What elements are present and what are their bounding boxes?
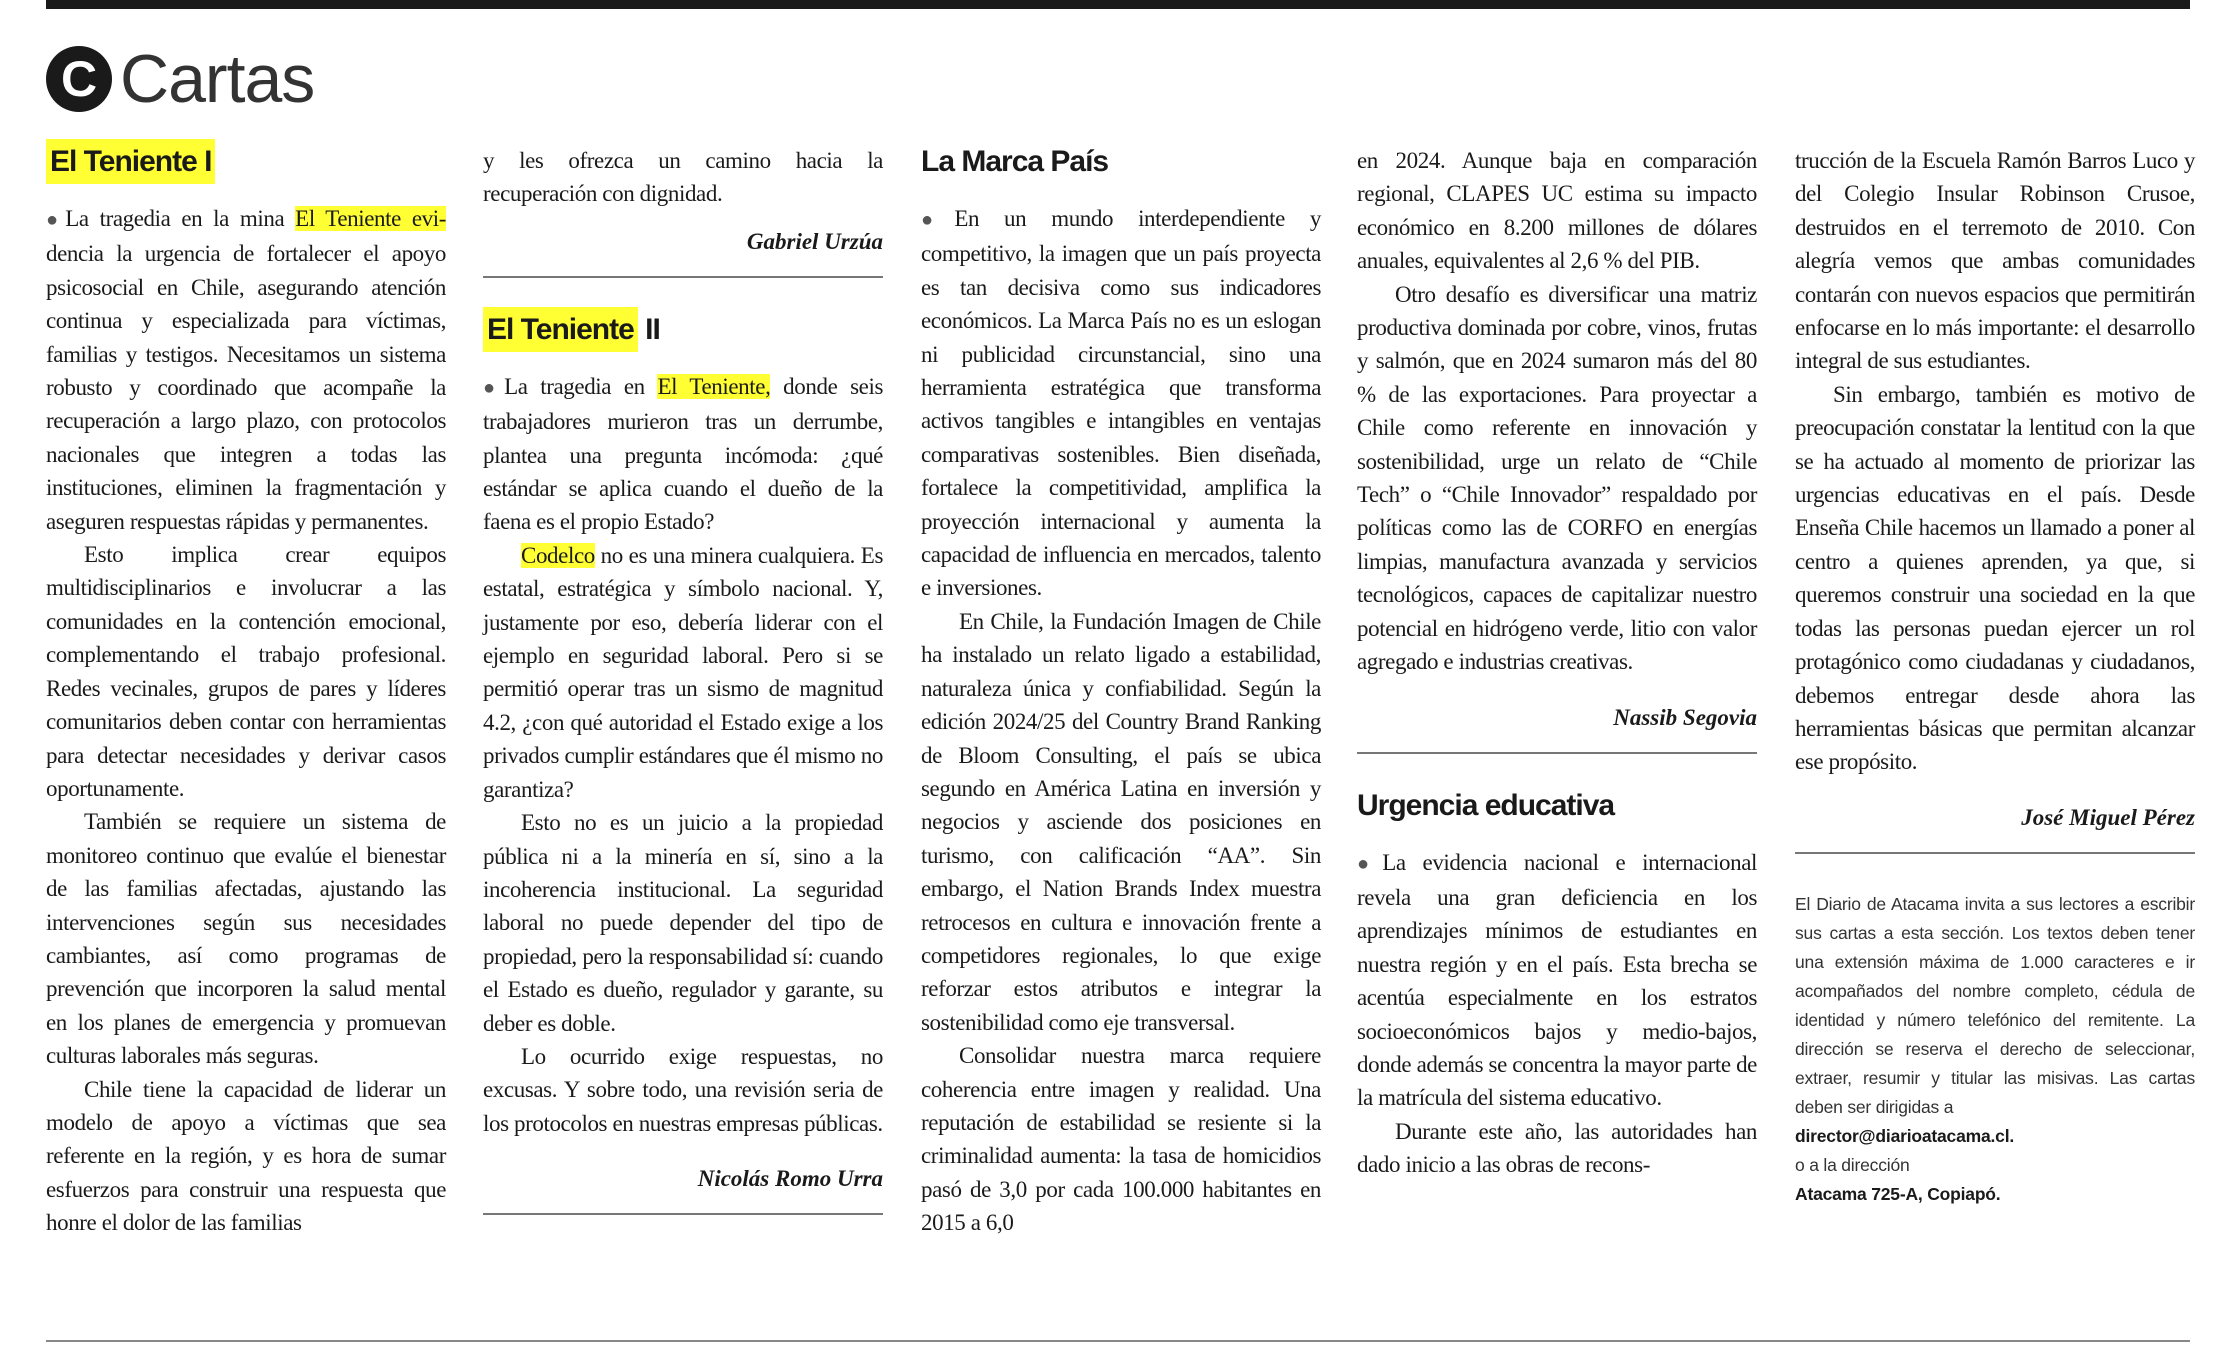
bullet-icon: ●	[921, 209, 953, 231]
notice-address: Atacama 725-A, Copiapó.	[1795, 1183, 2001, 1204]
headline-highlight: El Teniente	[483, 307, 638, 352]
section-masthead	[46, 41, 315, 117]
text-run: En un mundo interdependiente y competitivo, la imagen que un país proyecta es tan decisiva como sus indicadores económicos. La Marca País no es un eslogan ni publicidad circunstancial, sino una herramienta estratégica que transforma activos tangibles e intangibles en ventajas comparativas sostenibles. Bien diseñada, fortalece la competitividad, amplifica la proyección internacional y aumenta la capacidad de influencia en mercados, talento e inversiones.	[921, 206, 1322, 601]
paragraph: Esto no es un juicio a la propiedad pública ni a la minería en sí, sino a la incoherencia institucional. La seguridad laboral no puede depender del tipo de propiedad, pero la responsabilidad sí: cuando el Estado es dueño, regulador y garante, su deber es doble.	[483, 810, 883, 1036]
letter-body-urgencia	[1357, 846, 1757, 1182]
paragraph: en 2024. Aunque baja en comparación regional, CLAPES UC estima su impacto económico en 8.200 millones de dólares anuales, equivalentes al 2,6 % del PIB.	[1357, 148, 1757, 274]
letter-signature: Nicolás Romo Urra	[697, 1166, 883, 1192]
bullet-icon: ●	[483, 376, 503, 399]
highlighted-text: El Teniente,	[657, 373, 771, 399]
letter-continuation-urgencia	[1795, 144, 2195, 779]
highlighted-text: Codelco	[521, 542, 595, 568]
letter-signature: Nassib Segovia	[1613, 704, 1757, 730]
paragraph	[46, 202, 446, 538]
paragraph	[483, 539, 883, 806]
separator-rule	[1357, 752, 1757, 754]
paragraph: Consolidar nuestra marca requiere coherencia entre imagen y realidad. Una reputación de estabilidad se resiente si la criminalidad aumenta: la tasa de homicidios pasó de 3,0 por cada 100.000 habitantes en 2015 a 6,0	[921, 1043, 1321, 1236]
notice-text: El Diario de Atacama invita a sus lectores a escribir sus cartas a esta sección. Los textos deben tener una extensión máxima de 1.000 caracteres e ir acompañados del nombre completo, cédula de identidad y número telefónico del remitente. La dirección se reserva el derecho de seleccionar, extraer, resumir y titular las misivas. Las cartas deben ser dirigidas a	[1795, 893, 2195, 1117]
notice-email: director@diarioatacama.cl.	[1795, 1125, 2015, 1146]
column-2	[483, 144, 883, 1215]
text-run: dencia la urgencia de fortalecer el apoyo psicosocial en Chile, asegurando atención continua y especializada para víctimas, familias y testigos. Necesitamos un sistema robusto y coordinado que acompañe la recuperación a largo plazo, con protocolos nacionales que integren a todas las instituciones, eliminen la fragmentación y aseguren respuestas rápidas y permanentes.	[46, 241, 446, 534]
paragraph	[483, 370, 883, 539]
text-run: La tragedia en	[504, 373, 658, 399]
letter-headline-teniente-1	[46, 144, 446, 180]
paragraph	[1357, 846, 1757, 1115]
paragraph: trucción de la Escuela Ramón Barros Luco y del Colegio Insular Robinson Crusoe, destruidos en el terremoto de 2010. Con alegría vemos que ambas comunidades contarán con nuevos espacios que permitirán enfocarse en lo más importante: el desarrollo integral de sus estudiantes.	[1795, 148, 2195, 374]
highlighted-text: El Teniente evi-	[295, 206, 447, 231]
paragraph: Esto implica crear equipos multidisciplinarios e involucrar a las comunidades en la contención emocional, complementando el trabajo profesional. Redes vecinales, grupos de pares y líderes comunitarios deben contar con herramientas para detectar necesidades y derivar casos oportunamente.	[46, 542, 446, 801]
headline-text: II	[637, 312, 660, 346]
column-4	[1357, 144, 1757, 1182]
headline-highlight: El Teniente I	[46, 139, 215, 184]
notice-address-intro: o a la dirección	[1795, 1154, 1910, 1175]
paragraph: En Chile, la Fundación Imagen de Chile ha instalado un relato ligado a estabilidad, naturaleza única y confiabilidad. Según la edición 2024/25 del Country Brand Ranking de Bloom Consulting, el país se ubica segundo en América Latina en inversión y negocios y asciende dos posiciones en turismo, con calificación “AA”. Sin embargo, el Nation Brands Index muestra retrocesos en cultura e innovación frente a competidores regionales, lo que exige reforzar estos atributos e integrar la sostenibilidad como eje transversal.	[921, 608, 1321, 1035]
letter-continuation-marca-pais	[1357, 144, 1757, 679]
text-run: La evidencia nacional e internacional revela una gran deficiencia en los aprendizajes mínimos de estudiantes en nuestra región y en el país. Esta brecha se acentúa especialmente en los estratos socioeconómicos bajos y medio-bajos, donde además se concentra la mayor parte de la matrícula del sistema educativo.	[1357, 849, 1757, 1111]
paragraph: Chile tiene la capacidad de liderar un modelo de apoyo a víctimas que sea referente en la región, y es hora de sumar esfuerzos para construir una respuesta que honre el dolor de las familias	[46, 1076, 446, 1236]
bullet-icon: ●	[46, 209, 64, 231]
letter-signature: José Miguel Pérez	[2021, 804, 2195, 830]
paragraph: y les ofrezca un camino hacia la recuperación con dignidad.	[483, 148, 883, 207]
section-title: Cartas	[120, 41, 315, 117]
text-run: La tragedia en la mina	[65, 206, 296, 231]
paragraph: Otro desafío es diversificar una matriz productiva dominada por cobre, vinos, frutas y salmón, que en 2024 sumaron más del 80 % de las exportaciones. Para proyectar a Chile como referente en innovación y sostenibilidad, urge un relato de “Chile Tech” o “Chile Innovador” respaldado por políticas como las de CORFO en energías limpias, manufactura avanzada y servicios tecnológicos, capaces de capitalizar nuestro potencial en hidrógeno verde, litio con valor agregado e industrias creativas.	[1357, 281, 1757, 675]
text-run: no es una minera cualquiera. Es estatal, estratégica y símbolo nacional. Y, justamente por eso, debería liderar con el ejemplo en seguridad laboral. Pero si se permitió operar tras un sismo de magnitud 4.2, ¿con qué autoridad el Estado exige a los privados cumplir estándares que él mismo no garantiza?	[483, 542, 883, 802]
letter-continuation-teniente-1	[483, 144, 883, 211]
separator-rule	[1795, 852, 2195, 854]
paragraph: Durante este año, las autoridades han dado inicio a las obras de recons-	[1357, 1118, 1757, 1178]
letter-body-teniente-2	[483, 370, 883, 1140]
paragraph: Sin embargo, también es motivo de preocupación constatar la lentitud con la que se ha actuado al momento de priorizar las urgencias educativas en el país. Desde Enseña Chile hacemos un llamado a poner al centro a quienes aprenden, ya que, si queremos construir una sociedad en la que todas las personas puedan ejercer un rol protagónico como ciudadanas y ciudadanos, debemos entregar desde ahora las herramientas básicas que permitan alcanzar ese propósito.	[1795, 381, 2195, 775]
column-5	[1795, 144, 2195, 1209]
submission-notice	[1795, 890, 2195, 1209]
column-1	[46, 144, 446, 1240]
letter-headline-marca-pais: La Marca País	[921, 145, 1109, 178]
letter-headline-urgencia: Urgencia educativa	[1357, 788, 1615, 822]
bullet-icon: ●	[1357, 852, 1381, 875]
section-logo: C	[46, 46, 112, 112]
top-rule	[46, 0, 2190, 9]
letter-signature: Gabriel Urzúa	[746, 228, 883, 254]
paragraph: También se requiere un sistema de monitoreo continuo que evalúe el bienestar de las familias afectadas, ajustando las intervenciones según sus necesidades cambiantes, así como programas de prevención que incorporen la salud mental en los planes de emergencia y promuevan culturas laborales más seguras.	[46, 809, 446, 1069]
paragraph: Lo ocurrido exige respuestas, no excusas. Y sobre todo, una revisión seria de los protocolos en nuestras empresas públicas.	[483, 1043, 883, 1136]
separator-rule	[483, 1213, 883, 1215]
letter-body-teniente-1	[46, 202, 446, 1240]
column-3	[921, 144, 1321, 1240]
text-run: donde seis trabajadores murieron tras un derrumbe, plantea una pregunta incómoda: ¿qué estándar se aplica cuando el dueño de la faena es el propio Estado?	[483, 373, 883, 535]
paragraph	[921, 202, 1321, 605]
separator-rule	[483, 276, 883, 278]
letter-headline-teniente-2	[483, 312, 883, 348]
bottom-rule	[46, 1340, 2190, 1342]
letter-body-marca-pais	[921, 202, 1321, 1240]
